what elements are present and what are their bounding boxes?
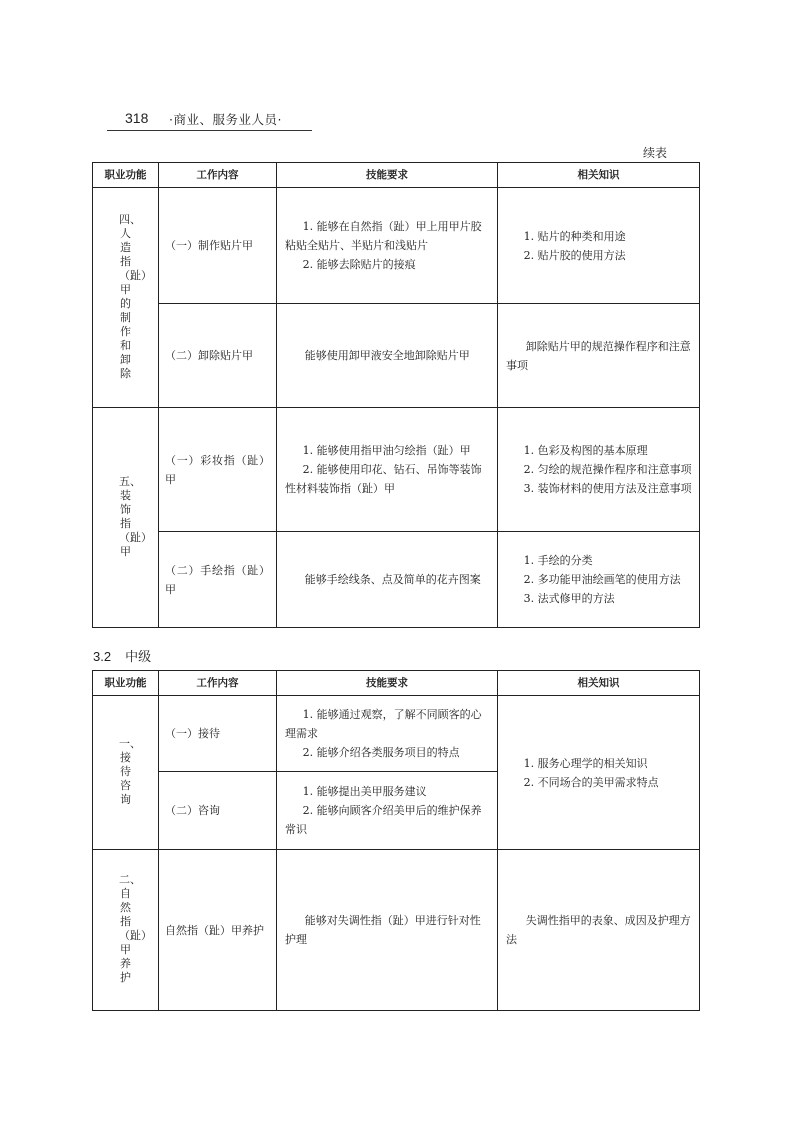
knowledge-item: 3. 装饰材料的使用方法及注意事项 — [523, 482, 692, 495]
skills-cell — [277, 772, 498, 850]
skills-cell — [277, 532, 498, 628]
function-label: 四、人造指（趾）甲的制作和卸除 — [119, 212, 152, 380]
skill-item: 1. 能够提出美甲服务建议 — [302, 785, 427, 798]
skills-cell — [277, 408, 498, 532]
col-header-skills: 技能要求 — [277, 671, 498, 696]
work-label: 自然指（趾）甲养护 — [165, 923, 264, 937]
col-header-work: 工作内容 — [159, 671, 277, 696]
table-row — [93, 188, 700, 304]
work-cell — [159, 532, 277, 628]
knowledge-item: 失调性指甲的表象、成因及护理方法 — [506, 914, 691, 946]
work-label: （一）彩妆指（趾）甲 — [165, 453, 270, 486]
function-label: 二、自然指（趾）甲养护 — [119, 873, 152, 984]
table-row — [93, 696, 700, 772]
skill-item: 2. 能够使用印花、钻石、吊饰等装饰性材料装饰指（趾）甲 — [285, 463, 482, 495]
knowledge-cell — [498, 188, 700, 304]
function-cell — [93, 188, 159, 408]
table-row — [93, 532, 700, 628]
continued-label: 续表 — [642, 146, 667, 160]
knowledge-cell — [498, 408, 700, 532]
standards-table-intermediate — [92, 670, 700, 1011]
knowledge-item: 2. 不同场合的美甲需求特点 — [523, 775, 659, 789]
col-header-work: 工作内容 — [159, 163, 277, 188]
work-label: （二）卸除贴片甲 — [165, 349, 253, 362]
function-label: 五、装饰指（趾）甲 — [119, 474, 152, 558]
work-cell — [159, 408, 277, 532]
knowledge-cell — [498, 532, 700, 628]
col-header-function: 职业功能 — [93, 163, 159, 188]
standards-table-continued — [92, 162, 700, 628]
knowledge-item: 1. 贴片的种类和用途 — [523, 229, 626, 243]
knowledge-item: 3. 法式修甲的方法 — [523, 592, 615, 605]
knowledge-cell — [498, 304, 700, 408]
function-label: 一、接待咨询 — [119, 736, 141, 806]
work-cell — [159, 850, 277, 1011]
skill-item: 能够对失调性指（趾）甲进行针对性护理 — [285, 914, 481, 946]
table-header-row — [93, 671, 700, 696]
knowledge-item: 卸除贴片甲的规范操作程序和注意事项 — [506, 339, 691, 372]
knowledge-item: 2. 多功能甲油绘画笔的使用方法 — [523, 573, 681, 586]
work-cell — [159, 772, 277, 850]
knowledge-cell — [498, 696, 700, 850]
work-cell — [159, 696, 277, 772]
skill-item: 1. 能够在自然指（趾）甲上用甲片胶粘贴全贴片、半贴片和浅贴片 — [285, 220, 482, 252]
running-title: ·商业、服务业人员· — [169, 112, 282, 127]
section-title: 中级 — [125, 650, 152, 665]
knowledge-item: 2. 匀绘的规范操作程序和注意事项 — [523, 463, 692, 476]
knowledge-cell — [498, 850, 700, 1011]
work-label: （二）咨询 — [165, 804, 220, 817]
skills-cell — [277, 304, 498, 408]
skill-item: 2. 能够介绍各类服务项目的特点 — [302, 746, 460, 759]
table-header-row — [93, 163, 700, 188]
function-cell — [93, 850, 159, 1011]
skills-cell — [277, 696, 498, 772]
skills-cell — [277, 850, 498, 1011]
col-header-knowledge: 相关知识 — [498, 163, 700, 188]
function-cell — [93, 696, 159, 850]
col-header-function: 职业功能 — [93, 671, 159, 696]
skill-item: 2. 能够去除贴片的接痕 — [302, 258, 416, 271]
skill-item: 能够使用卸甲液安全地卸除贴片甲 — [304, 349, 470, 362]
skill-item: 1. 能够使用指甲油匀绘指（趾）甲 — [302, 444, 471, 457]
skill-item: 2. 能够向顾客介绍美甲后的维护保养常识 — [285, 804, 482, 836]
function-cell — [93, 408, 159, 628]
table-row — [93, 304, 700, 408]
work-label: （一）制作贴片甲 — [165, 239, 253, 252]
skill-item: 能够手绘线条、点及简单的花卉图案 — [304, 573, 481, 586]
work-cell — [159, 304, 277, 408]
col-header-skills: 技能要求 — [277, 163, 498, 188]
running-header — [107, 108, 312, 131]
knowledge-item: 1. 色彩及构图的基本原理 — [523, 444, 648, 457]
page-number: 318 — [125, 110, 149, 126]
table-row — [93, 850, 700, 1011]
knowledge-item: 2. 贴片胶的使用方法 — [523, 248, 626, 262]
work-cell — [159, 188, 277, 304]
knowledge-item: 1. 手绘的分类 — [523, 554, 593, 567]
col-header-knowledge: 相关知识 — [498, 671, 700, 696]
work-label: （一）接待 — [165, 727, 220, 740]
section-number: 3.2 — [93, 649, 112, 664]
table-row — [93, 408, 700, 532]
knowledge-item: 1. 服务心理学的相关知识 — [523, 756, 648, 770]
skill-item: 1. 能够通过观察，了解不同顾客的心理需求 — [285, 708, 482, 740]
skills-cell — [277, 188, 498, 304]
section-heading — [93, 646, 151, 665]
work-label: （二）手绘指（趾）甲 — [165, 563, 270, 596]
